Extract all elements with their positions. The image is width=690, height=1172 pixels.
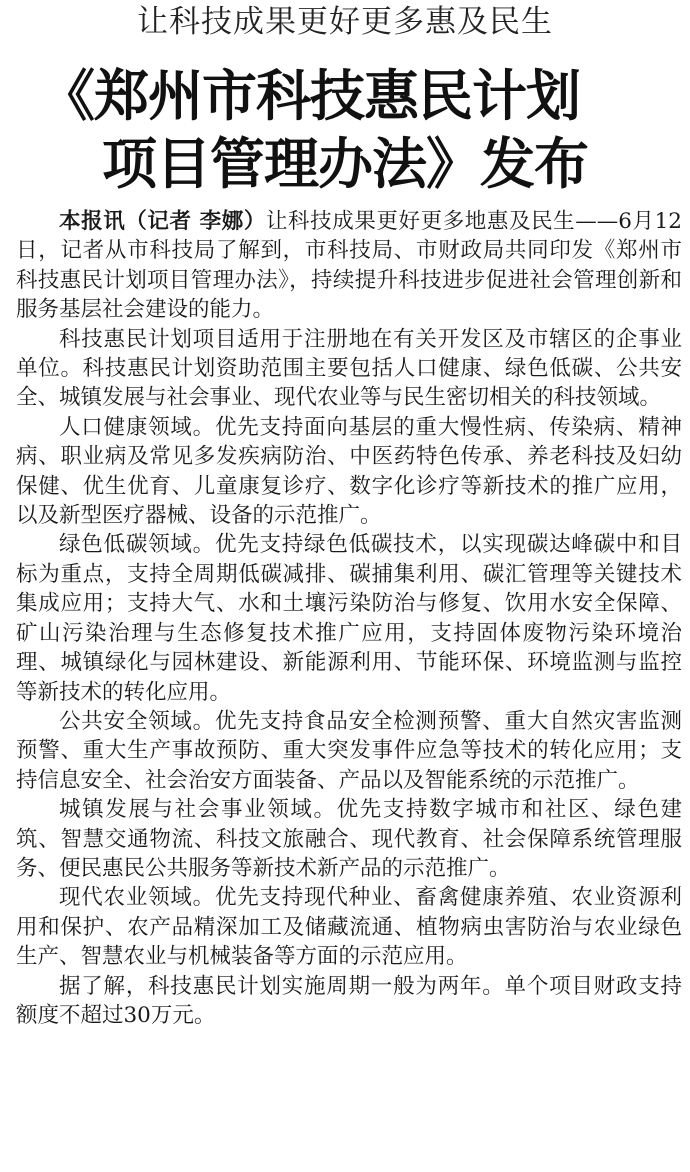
byline: 本报讯（记者 李娜） <box>59 209 266 234</box>
article-body <box>16 207 682 1030</box>
headline <box>40 62 680 198</box>
subheadline: 让科技成果更好更多惠及民生 <box>137 4 553 40</box>
article-paragraph: 人口健康领域。优先支持面向基层的重大慢性病、传染病、精神病、职业病及常见多发疾病防治、中医药特色传承、养老科技及妇幼保健、优生优育、儿童康复诊疗、数字化诊疗等新技术的推广应用，以及新型医疗器械、设备的示范推广。 <box>16 414 682 529</box>
article-paragraph: 绿色低碳领域。优先支持绿色低碳技术，以实现碳达峰碳中和目标为重点，支持全周期低碳减排、碳捕集利用、碳汇管理等关键技术集成应用；支持大气、水和土壤污染防治与修复、饮用水安全保障、矿山污染治理与生态修复技术推广应用，支持固体废物污染环境治理、城镇绿化与园林建设、新能源利用、节能环保、环境监测与监控等新技术的转化应用。 <box>16 532 682 705</box>
article-paragraph: 现代农业领域。优先支持现代种业、畜禽健康养殖、农业资源利用和保护、农产品精深加工及储藏流通、植物病虫害防治与农业绿色生产、智慧农业与机械装备等方面的示范应用。 <box>16 885 682 970</box>
article-paragraph <box>16 207 682 325</box>
article-paragraph: 据了解，科技惠民计划实施周期一般为两年。单个项目财政支持额度不超过30万元。 <box>16 973 682 1028</box>
paragraph-text: 让科技成果更好更多地惠及民生——6月12日，记者从市科技局了解到，市科技局、市财政局共同印发《郑州市科技惠民计划项目管理办法》，持续提升科技进步促进社会管理创新和服务基层社会建设的能力。 <box>16 209 682 323</box>
article-paragraph: 城镇发展与社会事业领域。优先支持数字城市和社区、绿色建筑、智慧交通物流、科技文旅融合、现代教育、社会保障系统管理服务、便民惠民公共服务等新技术新产品的示范推广。 <box>16 797 682 881</box>
headline-line-1: 《郑州市科技惠民计划 <box>40 64 581 128</box>
article-paragraph: 公共安全领域。优先支持食品安全检测预警、重大自然灾害监测预警、重大生产事故预防、重大突发事件应急等技术的转化应用；支持信息安全、社会治安方面装备、产品以及智能系统的示范推广。 <box>16 708 682 793</box>
article-paragraph: 科技惠民计划项目适用于注册地在有关开发区及市辖区的企事业单位。科技惠民计划资助范围主要包括人口健康、绿色低碳、公共安全、城镇发展与社会事业、现代农业等与民生密切相关的科技领域。 <box>16 326 682 411</box>
headline-line-2: 项目管理办法》发布 <box>102 132 589 196</box>
